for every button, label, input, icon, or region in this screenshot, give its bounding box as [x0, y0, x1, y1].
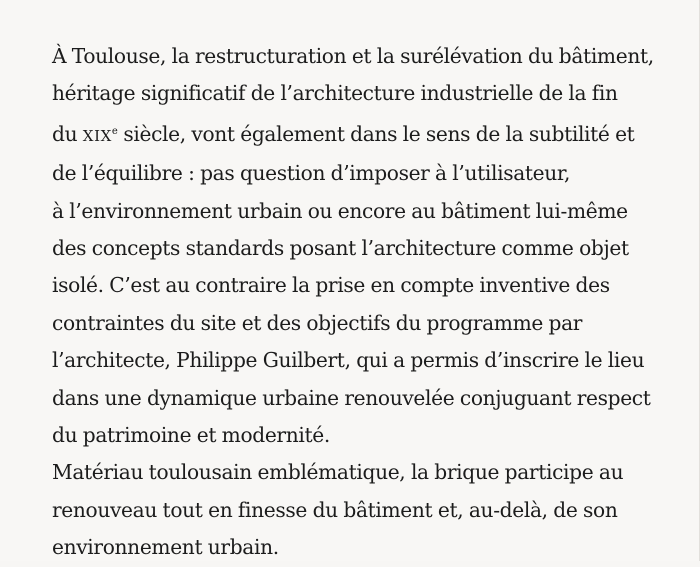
paragraph-1-line-7: isolé. C’est au contraire la prise en compte inventive des	[52, 273, 610, 298]
paragraph-1-line-10: dans une dynamique urbaine renouvelée conjuguant respect	[52, 385, 651, 410]
paragraph-1-line-8: contraintes du site et des objectifs du programme par	[52, 310, 583, 335]
paragraph-1-line-4: de l’équilibre : pas question d’imposer à l’utilisateur,	[52, 161, 571, 186]
paragraph-1-line-11: du patrimoine et modernité.	[52, 423, 330, 448]
paragraph-2-line-1: Matériau toulousain emblématique, la brique participe au	[52, 460, 624, 485]
paragraph-1-line-6: des concepts standards posant l’architecture comme objet	[52, 236, 629, 261]
paragraph-2-line-3: environnement urbain.	[52, 535, 279, 560]
paragraph-1-line-1: À Toulouse, la restructuration et la surélévation du bâtiment,	[52, 44, 654, 68]
paragraph-1-line-2: héritage significatif de l’architecture industrielle de la fin	[52, 81, 618, 106]
line-3-start: du	[52, 121, 83, 146]
paragraph-1-line-3	[52, 113, 692, 155]
paragraph-2-line-2: renouveau tout en finesse du bâtiment et, au-delà, de son	[52, 497, 618, 522]
line-3-end: siècle, vont également dans le sens de la subtilité et	[117, 121, 635, 146]
century-numeral: XIX	[82, 126, 112, 145]
century-superscript: e	[111, 125, 118, 137]
body-text	[52, 38, 692, 567]
paragraph-1-line-9: l’architecte, Philippe Guilbert, qui a permis d’inscrire le lieu	[52, 348, 645, 373]
paragraph-1-line-5: à l’environnement urbain ou encore au bâtiment lui-même	[52, 198, 628, 223]
